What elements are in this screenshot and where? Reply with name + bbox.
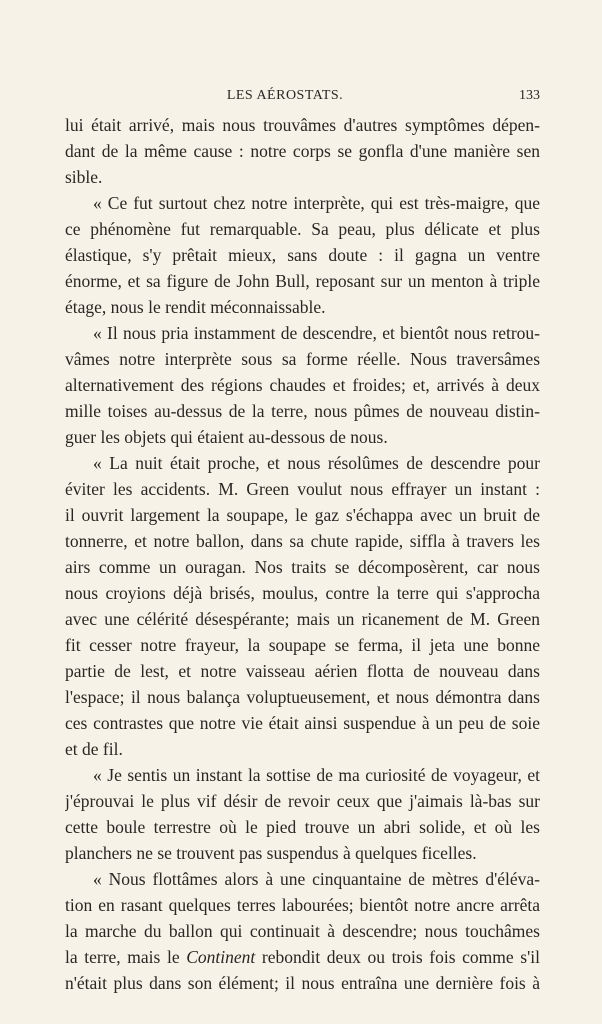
text-line: « Nous flottâmes alors à une cinquantaine de mètres d'éléva- xyxy=(93,869,540,889)
running-title: LES AÉROSTATS. xyxy=(226,88,344,103)
text-line: ces contrastes que notre vie était ainsi suspendue à un peu de soie xyxy=(65,713,540,733)
text-line: et de fil. xyxy=(65,739,123,759)
text-line: dant de la même cause : notre corps se gonfla d'une manière sen xyxy=(65,141,540,161)
text-line: guer les objets qui étaient au-dessous de nous. xyxy=(65,427,388,447)
text-line: tion en rasant quelques terres labourées; bientôt notre ancre arrêta xyxy=(65,895,540,915)
paragraph xyxy=(65,450,540,762)
text-line: nous croyions déjà brisés, moulus, contre la terre qui s'approcha xyxy=(65,583,540,603)
text-line: vâmes notre interprète sous sa forme réelle. Nous traversâmes xyxy=(65,349,540,369)
text-line: cette boule terrestre où le pied trouve un abri solide, et où les xyxy=(65,817,540,837)
text-line: n'était plus dans son élément; il nous entraîna une dernière fois à xyxy=(65,973,540,993)
text-line: il ouvrit largement la soupape, le gaz s'échappa avec un bruit de xyxy=(65,505,540,525)
text-line: planchers ne se trouvent pas suspendus à quelques ficelles. xyxy=(65,843,477,863)
text-line: l'espace; il nous balança voluptueusement, et nous démontra dans xyxy=(65,687,540,707)
paragraph xyxy=(65,320,540,450)
text-line: « La nuit était proche, et nous résolûmes de descendre pour xyxy=(93,453,540,473)
text-line: avec une célérité désespérante; mais un ricanement de M. Green xyxy=(65,609,540,629)
text-line: la marche du ballon qui continuait à descendre; nous touchâmes xyxy=(65,921,540,941)
page-number: 133 xyxy=(519,88,540,103)
text-line: « Il nous pria instamment de descendre, et bientôt nous retrou- xyxy=(93,323,540,343)
text-line: sible. xyxy=(65,167,103,187)
text-line: tonnerre, et notre ballon, dans sa chute rapide, siffla à travers les xyxy=(65,531,540,551)
paragraph xyxy=(65,866,540,996)
text-line: « Je sentis un instant la sottise de ma curiosité de voyageur, et xyxy=(93,765,540,785)
text-line: la terre, mais le Continent rebondit deux ou trois fois comme s'il xyxy=(65,947,540,967)
text-line: énorme, et sa figure de John Bull, reposant sur un menton à triple xyxy=(65,271,540,291)
paragraph xyxy=(65,762,540,866)
text-line: éviter les accidents. M. Green voulut nous effrayer un instant : xyxy=(65,479,540,499)
italic-title: Continent xyxy=(186,947,256,967)
running-head xyxy=(30,88,540,106)
text-line: alternativement des régions chaudes et froides; et, arrivés à deux xyxy=(65,375,540,395)
text-line: « Ce fut surtout chez notre interprète, qui est très-maigre, que xyxy=(93,193,540,213)
text-line: élastique, s'y prêtait mieux, sans doute : il gagna un ventre xyxy=(65,245,540,265)
text-line: étage, nous le rendit méconnaissable. xyxy=(65,297,326,317)
text-line: mille toises au-dessus de la terre, nous pûmes de nouveau distin- xyxy=(65,401,540,421)
text-line: j'éprouvai le plus vif désir de revoir ceux que j'aimais là-bas sur xyxy=(65,791,540,811)
paragraph xyxy=(65,112,540,190)
text-line: airs comme un ouragan. Nos traits se décomposèrent, car nous xyxy=(65,557,540,577)
text-line: partie de lest, et notre vaisseau aérien flotta de nouveau dans xyxy=(65,661,540,681)
text-line: lui était arrivé, mais nous trouvâmes d'autres symptômes dépen- xyxy=(65,115,540,135)
text-line: fit cesser notre frayeur, la soupape se ferma, il jeta une bonne xyxy=(65,635,540,655)
text-line: ce phénomène fut remarquable. Sa peau, plus délicate et plus xyxy=(65,219,540,239)
body-text xyxy=(65,112,540,996)
paragraph xyxy=(65,190,540,320)
